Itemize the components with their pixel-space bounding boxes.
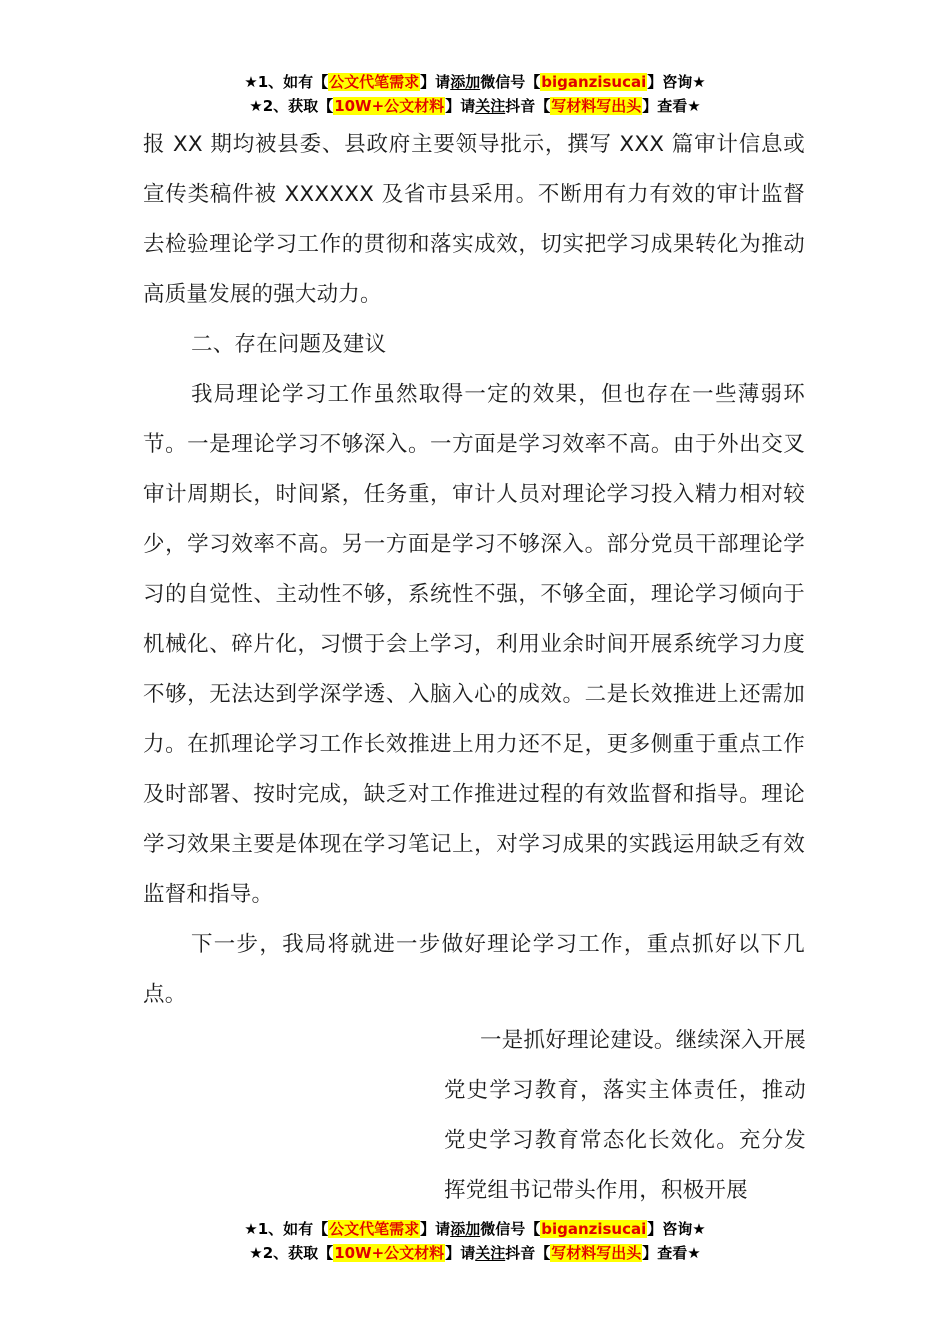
document-point-block (444, 1016, 806, 1216)
highlight-tag: biganzisucai (541, 1220, 647, 1238)
paragraph-point-1: 一是抓好理论建设。继续深入开展党史学习教育，落实主体责任，推动党史学习教育常态化长效化。充分发挥党组书记带头作用，积极开展 (444, 1028, 806, 1203)
document-body (143, 120, 805, 1020)
highlight-tag: 10W+公文材料 (334, 1244, 445, 1262)
bottom-banner (0, 1217, 950, 1265)
banner-text: 】咨询★ (647, 73, 706, 91)
banner-text: ★2、获取【 (249, 1244, 334, 1262)
banner-text: 抖音【 (505, 97, 551, 115)
paragraph-continued: 报 XX 期均被县委、县政府主要领导批示，撰写 XXX 篇审计信息或宣传类稿件被 XXXXXX 及省市县采用。不断用有力有效的审计监督去检验理论学习工作的贯彻和落实成效，切实把学习成果转化为推动高质量发展的强大动力。 (143, 132, 805, 307)
underlined-text: 添加 (450, 73, 481, 91)
banner-text: 】请 (420, 1220, 451, 1238)
paragraph-issues: 我局理论学习工作虽然取得一定的效果，但也存在一些薄弱环节。一是理论学习不够深入。一方面是学习效率不高。由于外出交叉审计周期长，时间紧，任务重，审计人员对理论学习投入精力相对较少，学习效率不高。另一方面是学习不够深入。部分党员干部理论学习的自觉性、主动性不够，系统性不强，不够全面，理论学习倾向于机械化、碎片化，习惯于会上学习，利用业余时间开展系统学习力度不够，无法达到学深学透、入脑入心的成效。二是长效推进上还需加力。在抓理论学习工作长效推进上用力还不足，更多侧重于重点工作及时部署、按时完成，缺乏对工作推进过程的有效监督和指导。理论学习效果主要是体现在学习笔记上，对学习成果的实践运用缺乏有效监督和指导。 (143, 382, 805, 907)
highlight-tag: 10W+公文材料 (334, 97, 445, 115)
underlined-text: 添加 (450, 1220, 481, 1238)
underlined-text: 关注 (475, 97, 506, 115)
banner-line-1 (0, 1217, 950, 1241)
highlight-tag: 公文代笔需求 (329, 73, 420, 91)
highlight-tag: 写材料写出头 (551, 97, 642, 115)
top-banner (0, 70, 950, 118)
banner-text: 】咨询★ (647, 1220, 706, 1238)
banner-text: 】请 (445, 1244, 476, 1262)
banner-line-1 (0, 70, 950, 94)
banner-text: 抖音【 (505, 1244, 551, 1262)
banner-text: 】查看★ (642, 1244, 701, 1262)
highlight-tag: biganzisucai (541, 73, 647, 91)
banner-line-2 (0, 1241, 950, 1265)
paragraph-next-steps: 下一步，我局将就进一步做好理论学习工作，重点抓好以下几点。 (143, 932, 805, 1007)
highlight-tag: 写材料写出头 (551, 1244, 642, 1262)
banner-text: ★1、如有【 (244, 73, 329, 91)
banner-text: ★2、获取【 (249, 97, 334, 115)
underlined-text: 关注 (475, 1244, 506, 1262)
banner-text: 】请 (445, 97, 476, 115)
section-heading: 二、存在问题及建议 (191, 332, 387, 357)
banner-text: 】请 (420, 73, 451, 91)
banner-text: ★1、如有【 (244, 1220, 329, 1238)
banner-text: 】查看★ (642, 97, 701, 115)
banner-text: 微信号【 (480, 1220, 541, 1238)
banner-line-2 (0, 94, 950, 118)
banner-text: 微信号【 (480, 73, 541, 91)
highlight-tag: 公文代笔需求 (329, 1220, 420, 1238)
